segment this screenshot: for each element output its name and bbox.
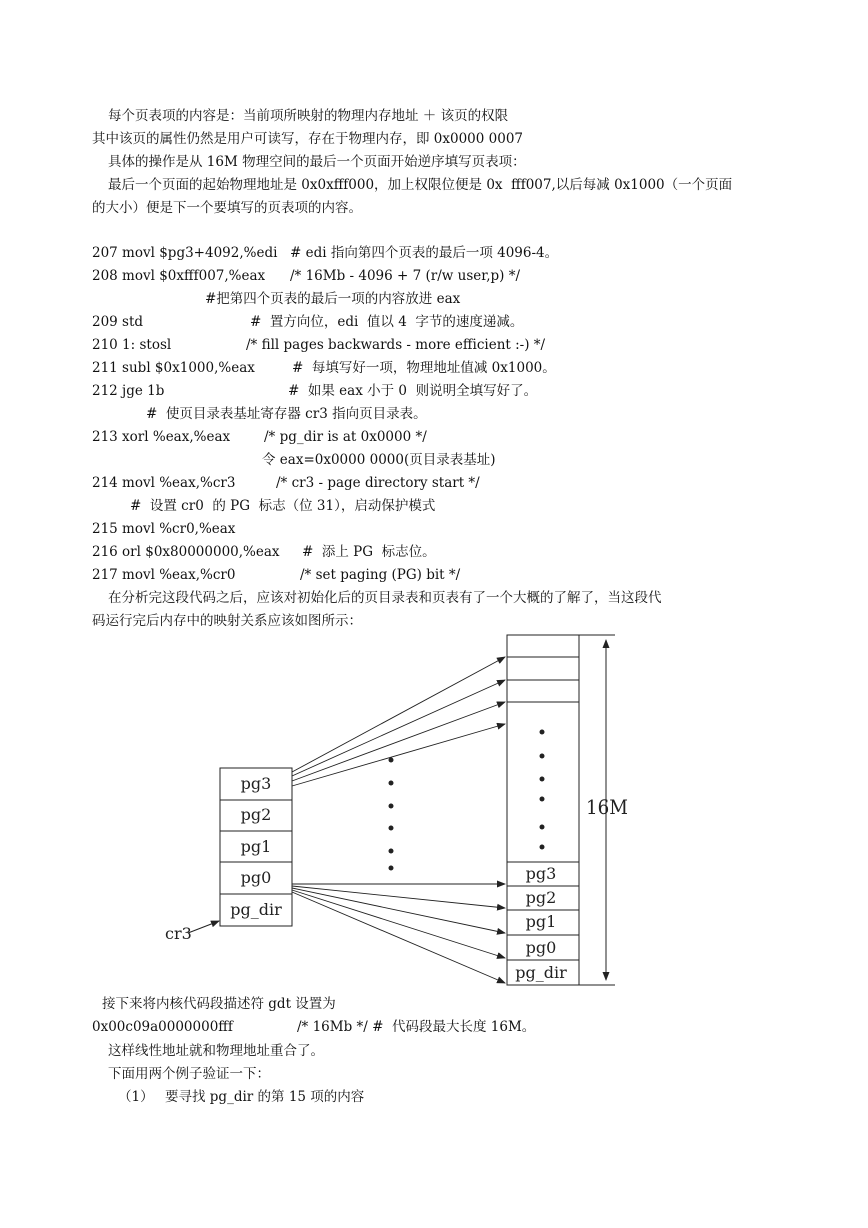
code-207-instr: 207 movl $pg3+4092,%edi (92, 245, 278, 261)
outro-line-5-text: 要寻找 pg_dir 的第 15 项的内容 (165, 1089, 365, 1105)
code-208-instr: 208 movl $0xfff007,%eax (92, 268, 266, 284)
pg0-mapping-arrows (292, 884, 505, 983)
right-block-pg-dir: pg_dir (515, 963, 567, 982)
middle-ellipsis (389, 758, 394, 871)
code-212-instr: 212 jge 1b (92, 383, 165, 399)
code-215-instr: 215 movl %cr0,%eax (92, 521, 236, 537)
physical-memory-stack (507, 635, 579, 985)
intro-line-2: 其中该页的属性仍然是用户可读写，存在于物理内存，即 0x0000 0007 (92, 131, 523, 147)
code-217-comment: /* set paging (PG) bit */ (300, 567, 461, 583)
code-213-comment: /* pg_dir is at 0x0000 */ (264, 429, 427, 445)
analysis-line-1: 在分析完这段代码之后，应该对初始化后的页目录表和页表有了一个大概的了解了，当这段代 (108, 590, 662, 606)
left-block-pg-dir: pg_dir (230, 900, 282, 919)
code-208-comment: /* 16Mb - 4096 + 7 (r/w user,p) */ (290, 268, 520, 284)
outro-line-1: 接下来将内核代码段描述符 gdt 设置为 (102, 996, 336, 1012)
right-block-pg0: pg0 (525, 938, 557, 957)
code-216-instr: 216 orl $0x80000000,%eax (92, 544, 280, 560)
right-stack-ellipsis (540, 730, 545, 850)
outro-line-5-marker: （1） (118, 1089, 154, 1105)
code-211-comment: # 每填写好一项，物理地址值减 0x1000。 (292, 360, 556, 376)
code-208-note: #把第四个页表的最后一项的内容放进 eax (205, 291, 461, 307)
code-214-note: # 设置 cr0 的 PG 标志（位 31），启动保护模式 (130, 498, 436, 514)
cr3-label: cr3 (165, 924, 192, 943)
analysis-line-2: 码运行完后内存中的映射关系应该如图所示： (92, 613, 362, 629)
code-210-instr: 210 1: stosl (92, 337, 172, 353)
code-209-instr: 209 std (92, 314, 144, 330)
code-212-note: # 使页目录表基址寄存器 cr3 指向页目录表。 (146, 406, 427, 422)
code-214-comment: /* cr3 - page directory start */ (276, 475, 480, 491)
code-213-note: 令 eax=0x0000 0000(页目录表基址) (262, 452, 496, 468)
intro-line-3: 具体的操作是从 16M 物理空间的最后一个页面开始逆序填写页表项： (108, 154, 526, 170)
intro-line-4: 最后一个页面的起始物理地址是 0x0xfff000，加上权限位便是 0x fff007,以后每减 0x1000（一个页面 (108, 177, 733, 193)
outro-line-3: 这样线性地址就和物理地址重合了。 (108, 1043, 324, 1059)
left-block-pg0: pg0 (240, 868, 272, 887)
left-block-pg1: pg1 (240, 837, 272, 856)
outro-line-2-comment: /* 16Mb */ # 代码段最大长度 16M。 (297, 1019, 536, 1035)
pg3-mapping-arrows (292, 657, 505, 786)
left-block-pg2: pg2 (240, 805, 272, 824)
code-211-instr: 211 subl $0x1000,%eax (92, 360, 255, 376)
right-block-pg3: pg3 (525, 864, 557, 883)
right-block-pg1: pg1 (525, 912, 557, 931)
code-216-comment: # 添上 PG 标志位。 (302, 544, 436, 560)
intro-line-1: 每个页表项的内容是：当前项所映射的物理内存地址 ＋ 该页的权限 (108, 108, 509, 124)
right-block-pg2: pg2 (525, 888, 557, 907)
code-214-instr: 214 movl %eax,%cr3 (92, 475, 236, 491)
outro-line-2-value: 0x00c09a0000000fff (92, 1019, 233, 1035)
size-label: 16M (586, 795, 628, 819)
code-212-comment: # 如果 eax 小于 0 则说明全填写好了。 (288, 383, 538, 399)
code-209-comment: # 置方向位，edi 值以 4 字节的速度递减。 (250, 314, 524, 330)
code-217-instr: 217 movl %eax,%cr0 (92, 567, 236, 583)
intro-line-5: 的大小）便是下一个要填写的页表项的内容。 (92, 200, 362, 216)
code-207-comment: # edi 指向第四个页表的最后一项 4096-4。 (290, 245, 559, 261)
cr3-arrow (188, 921, 219, 933)
code-213-instr: 213 xorl %eax,%eax (92, 429, 231, 445)
code-210-comment: /* fill pages backwards - more efficient :-) */ (246, 337, 546, 353)
outro-line-4: 下面用两个例子验证一下： (108, 1066, 270, 1082)
left-block-pg3: pg3 (240, 774, 272, 793)
